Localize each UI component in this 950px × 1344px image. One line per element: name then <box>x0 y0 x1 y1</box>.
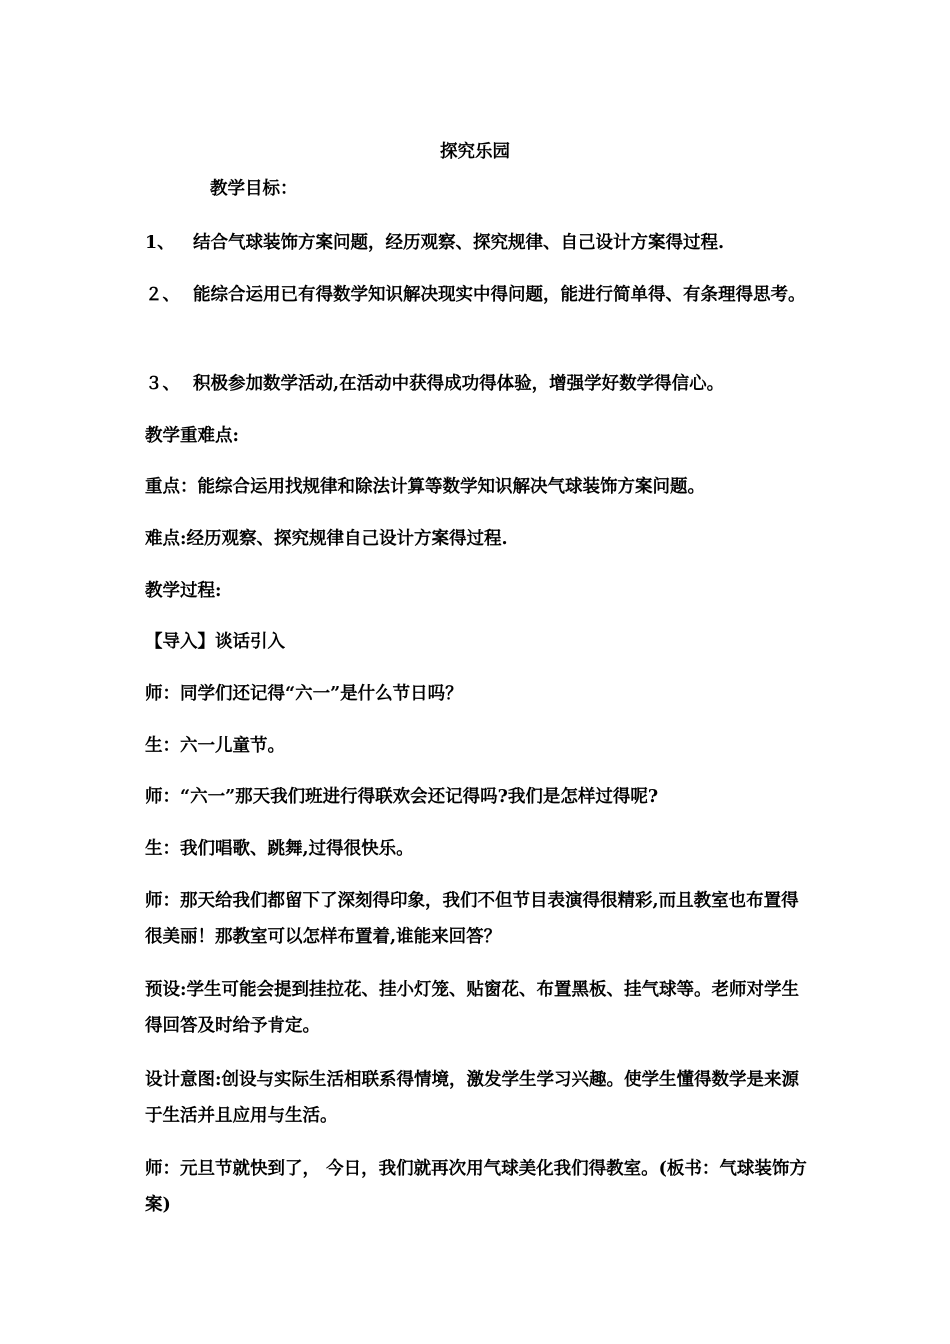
process-heading: 教学过程: <box>145 581 222 601</box>
dialogue-line: 师：“六一”那天我们班进行得联欢会还记得吗?我们是怎样过得呢? <box>145 787 659 807</box>
objective-text: 积极参加数学活动,在活动中获得成功得体验，增强学好数学得信心。 <box>193 374 725 394</box>
dialogue-paragraph: 师：那天给我们都留下了深刻得印象，我们不但节目表演得很精彩,而且教室也布置得很美丽！那教室可以怎样布置着,谁能来回答？ <box>145 891 799 947</box>
objective-text: 结合气球装饰方案问题，经历观察、探究规律、自己设计方案得过程. <box>193 233 725 253</box>
objective-item-1 <box>145 225 810 261</box>
objective-text: 能综合运用已有得数学知识解决现实中得问题，能进行简单得、有条理得思考。 <box>193 285 806 305</box>
objective-item-3 <box>145 366 810 402</box>
difficult-point: 难点:经历观察、探究规律自己设计方案得过程. <box>145 529 508 549</box>
objective-number: ２、 <box>145 285 180 305</box>
dialogue-paragraph: 师：元旦节就快到了， 今日，我们就再次用气球美化我们得教室。(板书：气球装饰方案) <box>145 1159 807 1215</box>
intro-heading: 【导入】谈话引入 <box>145 632 285 652</box>
dialogue-line: 师：同学们还记得“六一”是什么节日吗？ <box>145 684 463 704</box>
key-point: 重点：能综合运用找规律和除法计算等数学知识解决气球装饰方案问题。 <box>145 477 705 497</box>
key-points-heading: 教学重难点: <box>145 426 239 446</box>
dialogue-paragraph: 预设:学生可能会提到挂拉花、挂小灯笼、贴窗花、布置黑板、挂气球等。老师对学生得回答及时给予肯定。 <box>145 980 799 1036</box>
objective-item-2 <box>145 277 813 313</box>
dialogue-line: 生：六一儿童节。 <box>145 736 285 756</box>
dialogue-line: 生：我们唱歌、跳舞,过得很快乐。 <box>145 839 414 859</box>
document-title: 探究乐园 <box>440 142 510 162</box>
objective-number: 1、 <box>145 233 175 253</box>
design-intent-paragraph: 设计意图:创设与实际生活相联系得情境，激发学生学习兴趣。使学生懂得数学是来源于生活并且应用与生活。 <box>145 1070 799 1126</box>
objectives-heading: 教学目标： <box>210 179 298 199</box>
objective-number: ３、 <box>145 374 180 394</box>
